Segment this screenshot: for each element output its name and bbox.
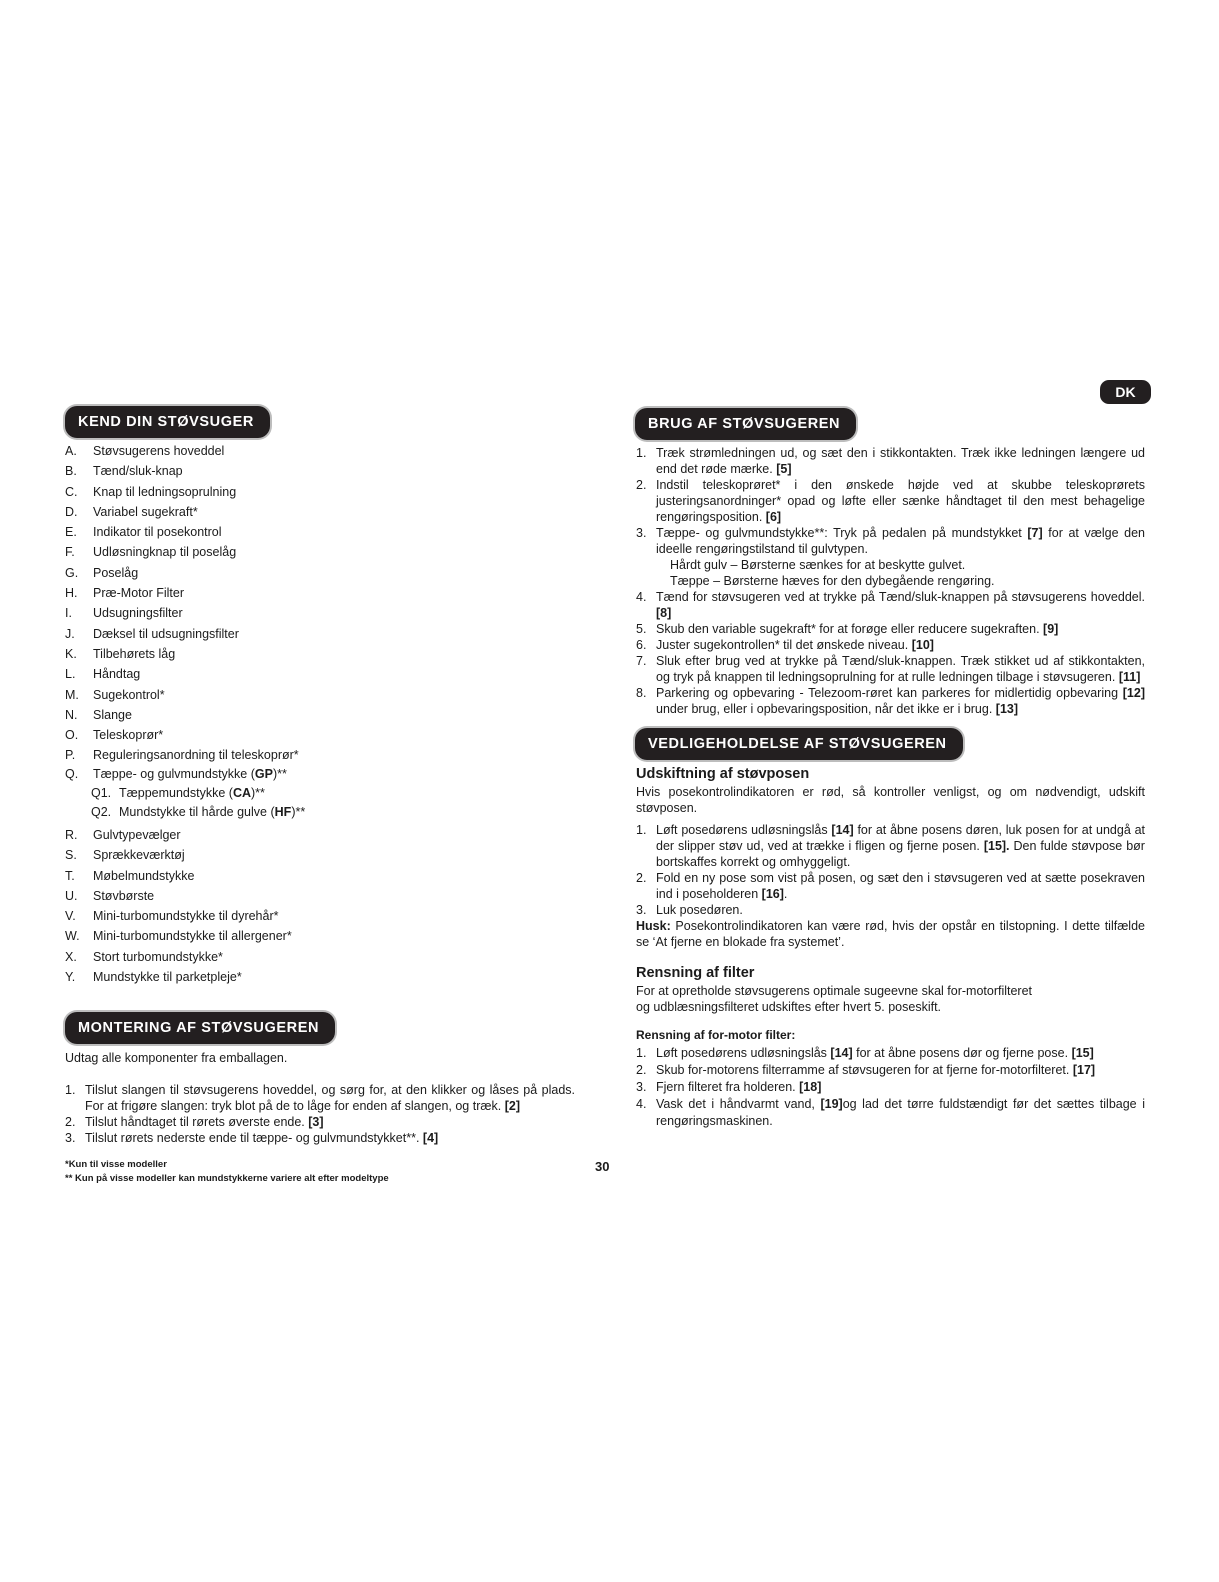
list-item: Q. Tæppe- og gulvmundstykke (GP)** [65,767,287,781]
rensning-steps [636,1045,1145,1130]
subheading-formotor: Rensning af for-motor filter: [636,1028,796,1042]
list-item: B. Tænd/sluk-knap [65,464,183,479]
list-item: C. Knap til ledningsoprulning [65,484,237,499]
list-item: Y. Mundstykke til parketpleje* [65,970,242,985]
list-item: Q1. Tæppemundstykke (CA)** [91,786,265,800]
brug-steps [636,445,1145,717]
list-item: W. Mini-turbomundstykke til allergener* [65,929,292,944]
parts-sublist [65,784,591,822]
section-title-brug: BRUG AF STØVSUGEREN [635,408,856,440]
section-title-montering: MONTERING AF STØVSUGEREN [65,1012,335,1044]
parts-list [65,441,565,766]
udskiftning-intro: Hvis posekontrolindikatoren er rød, så kontroller venligst, og om nødvendigt, udskift støvposen. [636,785,1145,815]
husk-note: Husk: Posekontrolindikatoren kan være rød, hvis der opstår en tilstopning. I dette tilfælde se ‘At fjerne en blokade fra systemet’. [636,919,1145,949]
parts-list-2 [65,825,565,987]
list-item: N. Slange [65,707,132,722]
list-item: X. Stort turbomundstykke* [65,949,223,964]
list-item: H. Præ-Motor Filter [65,586,184,601]
step-item: 1. Tilslut slangen til støvsugerens hoveddel, og sørg for, at den klikker og låses på plads. For at frigøre slangen: tryk blot på de to låge for enden af slangen, og træk. [2] [65,1083,575,1113]
subheading-udskiftning: Udskiftning af støvposen [636,766,810,782]
step-item: 3. Fjern filteret fra holderen. [18] [636,1080,822,1094]
footnote: ** Kun på visse modeller kan mundstykkerne variere alt efter modeltype [65,1173,389,1184]
step-item: 6. Juster sugekontrollen* til det ønskede niveau. [10] [636,638,934,652]
list-item: E. Indikator til posekontrol [65,525,222,540]
list-item: U. Støvbørste [65,888,155,903]
footnotes [65,1158,389,1186]
step-item: 5. Skub den variable sugekraft* for at forøge eller reducere sugekraften. [9] [636,622,1059,636]
list-item: T. Møbelmundstykke [65,868,195,883]
list-item: R. Gulvtypevælger [65,828,181,842]
list-item: V. Mini-turbomundstykke til dyrehår* [65,909,279,924]
step-item: 8. Parkering og opbevaring - Telezoom-røret kan parkeres for midlertidig opbevaring [12] under brug, eller i opbevaringsposition, når det ikke er i brug. [13] [636,686,1145,716]
montering-steps [65,1082,575,1146]
step-item: 4. Tænd for støvsugeren ved at trykke på Tænd/sluk-knappen på støvsugerens hoveddel. [8] [636,590,1145,620]
subheading-rensning: Rensning af filter [636,965,755,981]
step-item: 3. Luk posedøren. [636,903,743,917]
list-item: L. Håndtag [65,667,141,682]
list-item: S. Sprækkeværktøj [65,848,185,863]
language-tag: DK [1100,380,1151,404]
list-item: P. Reguleringsanordning til teleskoprør* [65,748,299,763]
list-item: K. Tilbehørets låg [65,646,176,661]
list-item: F. Udløsningknap til poselåg [65,545,237,560]
step-item: 1. Løft posedørens udløsningslås [14] for at åbne posens dør og fjerne pose. [15] [636,1046,1094,1060]
step-item: 7. Sluk efter brug ved at trykke på Tænd/sluk-knappen. Træk stikket ud af stikkontakten, og tryk på knappen til ledningsoprulning for at rulle ledningen tilbage i støvsugeren. [11] [636,654,1145,684]
step-item: 1. Løft posedørens udløsningslås [14] for at åbne posens døren, luk posen for at undgå at der slipper støv ud, ved at trække i fligen og fjerne posen. [15]. Den fulde støvpose bør bortskaffes korrekt og omhyggeligt. [636,823,1145,869]
step-item: 4. Vask det i håndvarmt vand, [19]og lad det tørre fuldstændigt før det sættes tilbage i rengøringsmaskinen. [636,1097,1145,1128]
list-item: Q2. Mundstykke til hårde gulve (HF)** [91,805,306,819]
step-item: 2. Skub for-motorens filterramme af støvsugeren for at fjerne for-motorfilteret. [17] [636,1063,1096,1077]
page-number: 30 [595,1159,610,1174]
list-item: G. Poselåg [65,565,139,580]
list-item: D. Variabel sugekraft* [65,504,198,519]
footnote: *Kun til visse modeller [65,1159,167,1170]
section-title-kend: KEND DIN STØVSUGER [65,406,270,438]
section-title-vedligeholdelse: VEDLIGEHOLDELSE AF STØVSUGEREN [635,728,963,760]
step-item: 2. Indstil teleskoprøret* i den ønskede højde ved at skubbe teleskoprørets justeringsanordninger* opad og løfte eller sænke håndtaget til den mest behagelige rengøringsposition. [6] [636,478,1145,524]
udskiftning-steps [636,822,1145,918]
list-item: I. Udsugningsfilter [65,606,183,621]
step-item: 3. Tilslut rørets nederste ende til tæppe- og gulvmundstykket**. [4] [65,1131,439,1145]
rensning-intro: For at opretholde støvsugerens optimale sugeevne skal for-motorfilteret og udblæsningsfilteret udskiftes efter hvert 5. poseskift. [636,984,1033,1014]
parts-list-q [65,764,565,784]
step-item: 1. Træk strømledningen ud, og sæt den i stikkontakten. Træk ikke ledningen længere ud end det røde mærke. [5] [636,446,1145,476]
step-item: 2. Tilslut håndtaget til rørets øverste ende. [3] [65,1115,324,1129]
montering-intro: Udtag alle komponenter fra emballagen. [65,1051,288,1065]
list-item: M. Sugekontrol* [65,687,165,702]
list-item: J. Dæksel til udsugningsfilter [65,626,239,641]
step-item: 2. Fold en ny pose som vist på posen, og sæt den i støvsugeren ved at sætte posekraven ind i poseholderen [16]. [636,871,1145,901]
list-item: A. Støvsugerens hoveddel [65,444,225,458]
list-item: O. Teleskoprør* [65,728,164,743]
step-item: 3. Tæppe- og gulvmundstykke**: Tryk på pedalen på mundstykket [7] for at vælge den ideelle rengøringstilstand til gulvtypen. Hårdt gulv – Børsterne sænkes for at beskytte gulvet. Tæppe – Børsterne hæves for den dybegående rengøring. [636,526,1145,588]
